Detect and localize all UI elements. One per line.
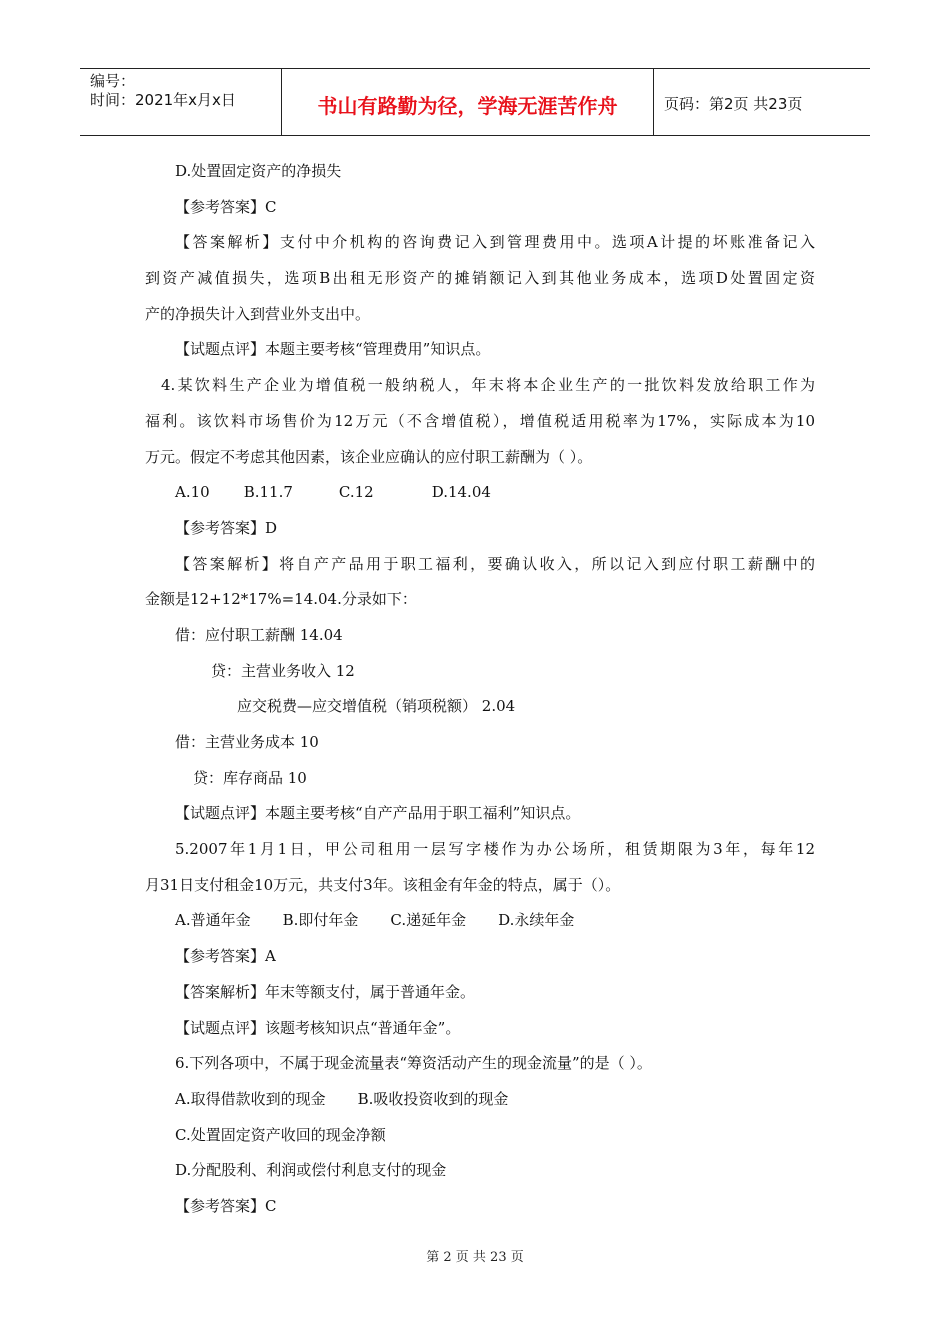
comment-line: 【试题点评】该题考核知识点“普通年金”。 (175, 1018, 461, 1037)
q4-options (145, 475, 815, 511)
q5-options (145, 903, 815, 939)
q6-options (145, 1082, 815, 1118)
journal-credit: 应交税费—应交增值税（销项税额） 2.04 (237, 697, 516, 716)
analysis-line: 【答案解析】将自产产品用于职工福利，要确认收入，所以记入到应付职工薪酬中的 (175, 554, 815, 573)
answer-line: 【参考答案】C (175, 197, 277, 216)
document-body (145, 154, 815, 1225)
answer-line: 【参考答案】D (175, 518, 278, 537)
question-line: 月31日支付租金10万元，共支付3年。该租金有年金的特点，属于（）。 (145, 875, 621, 894)
question-line: 4.某饮料生产企业为增值税一般纳税人，年末将本企业生产的一批饮料发放给职工作为 (161, 376, 815, 395)
q5-option-a: A.普通年金 (175, 911, 251, 930)
journal-credit: 贷：库存商品 10 (193, 768, 307, 787)
question-line: 万元。假定不考虑其他因素，该企业应确认的应付职工薪酬为（ ）。 (145, 447, 593, 466)
header-page-info: 页码：第2页 共23页 (664, 94, 803, 113)
q6-option-d: D.分配股利、利润或偿付利息支付的现金 (175, 1161, 447, 1180)
number-label: 编号： (90, 72, 136, 90)
q5-option-d: D.永续年金 (498, 911, 575, 930)
comment-line: 【试题点评】本题主要考核“自产产品用于职工福利”知识点。 (175, 804, 581, 823)
q4-option-a: A.10 (175, 483, 210, 502)
journal-credit: 贷：主营业务收入 12 (211, 661, 355, 680)
question-line: 5.2007年1月1日，甲公司租用一层写字楼作为办公场所，租赁期限为3年，每年12 (175, 840, 815, 859)
time-label: 时间：2021年x月x日 (90, 91, 236, 109)
answer-line: 【参考答案】C (175, 1196, 277, 1215)
analysis-line: 到资产减值损失，选项B出租无形资产的摊销额记入到其他业务成本，选项D处置固定资 (145, 269, 815, 288)
analysis-line: 金额是12+12*17%=14.04.分录如下： (145, 590, 417, 609)
option-line: D.处置固定资产的净损失 (175, 162, 342, 180)
q5-option-c: C.递延年金 (390, 911, 467, 930)
journal-debit: 借：应付职工薪酬 14.04 (175, 625, 343, 644)
q6-option-a: A.取得借款收到的现金 (175, 1089, 326, 1108)
q6-option-b: B.吸收投资收到的现金 (357, 1089, 509, 1108)
comment-line: 【试题点评】本题主要考核“管理费用”知识点。 (175, 340, 491, 359)
analysis-line: 【答案解析】支付中介机构的咨询费记入到管理费用中。选项A计提的坏账准备记入 (175, 233, 815, 252)
page-footer: 第 2 页 共 23 页 (426, 1250, 524, 1265)
analysis-line: 【答案解析】年末等额支付，属于普通年金。 (175, 982, 476, 1001)
q4-option-b: B.11.7 (243, 483, 293, 502)
question-line: 6.下列各项中，不属于现金流量表“筹资活动产生的现金流量”的是（ ）。 (175, 1054, 652, 1073)
question-line: 福利。该饮料市场售价为12万元（不含增值税），增值税适用税率为17%，实际成本为10 (145, 411, 815, 430)
analysis-line: 产的净损失计入到营业外支出中。 (145, 304, 371, 323)
header-meta (80, 69, 282, 135)
journal-debit: 借：主营业务成本 10 (175, 733, 319, 751)
answer-line: 【参考答案】A (175, 947, 276, 966)
page-header (80, 68, 870, 136)
q6-option-c: C.处置固定资产收回的现金净额 (175, 1125, 386, 1144)
q4-option-c: C.12 (338, 483, 374, 502)
q4-option-d: D.14.04 (431, 483, 491, 502)
q5-option-b: B.即付年金 (282, 911, 359, 930)
header-motto: 书山有路勤为径，学海无涯苦作舟 (282, 69, 654, 135)
